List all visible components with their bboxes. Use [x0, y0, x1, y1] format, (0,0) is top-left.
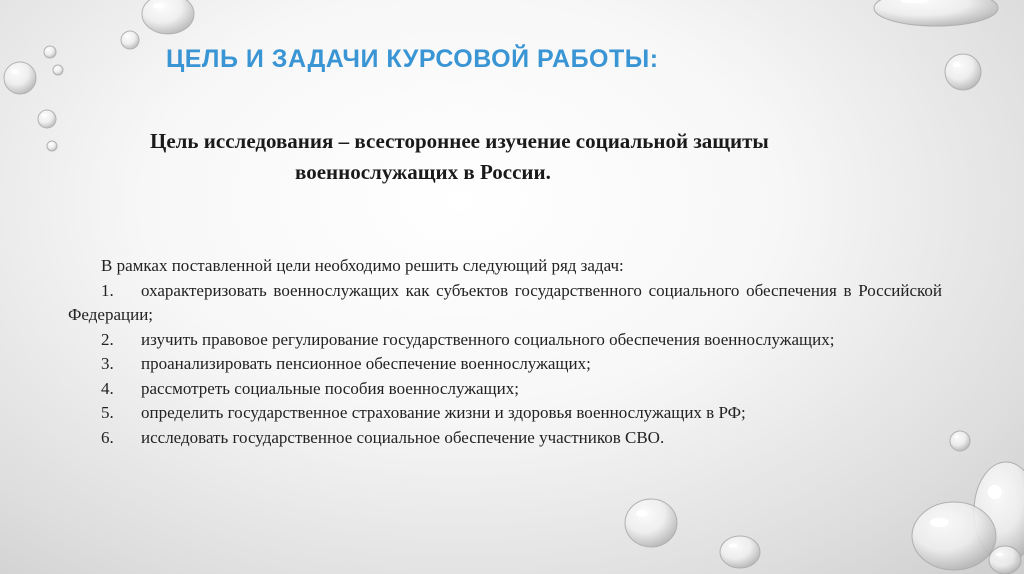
task-text: рассмотреть социальные пособия военнослужащих; [141, 378, 519, 398]
water-drop-icon [625, 499, 677, 547]
task-text: изучить правовое регулирование государственного социального обеспечения военнослужащих; [141, 329, 835, 349]
task-number: 5. [101, 403, 114, 422]
goal-line-2: военнослужащих в России. [295, 160, 551, 184]
water-drop-icon [912, 502, 996, 570]
task-text: исследовать государственное социальное обеспечение участников СВО. [141, 427, 665, 447]
water-drop-highlight [125, 35, 129, 38]
water-drop-icon [47, 141, 57, 151]
water-drop-highlight [55, 67, 58, 69]
water-drop-icon [38, 110, 56, 128]
goal-line-1: Цель исследования – всестороннее изучение социальной защиты [150, 129, 769, 153]
task-text: охарактеризовать военнослужащих как субъектов государственного социального обеспечения в Российской Федерации; [68, 280, 942, 324]
task-item [68, 401, 942, 426]
water-drop-highlight [42, 114, 46, 117]
water-drop-highlight [930, 518, 948, 528]
water-drop-icon [142, 0, 194, 34]
task-item [68, 328, 942, 353]
water-drop-highlight [11, 69, 18, 73]
slide-title: ЦЕЛЬ И ЗАДАЧИ КУРСОВОЙ РАБОТЫ: [166, 45, 659, 73]
water-drop-highlight [996, 552, 1003, 556]
water-drop-highlight [46, 49, 49, 51]
water-drop-icon [44, 46, 56, 58]
task-number: 4. [101, 378, 114, 398]
task-number: 1. [101, 280, 114, 300]
water-drop-highlight [954, 436, 958, 439]
research-goal [150, 126, 920, 188]
water-drop-icon [945, 54, 981, 90]
water-drop-icon [989, 546, 1021, 574]
task-text: определить государственное страхование жизни и здоровья военнослужащих в РФ; [141, 403, 746, 422]
task-item [68, 426, 942, 451]
water-drop-highlight [729, 543, 738, 547]
task-item [68, 377, 942, 402]
task-text: проанализировать пенсионное обеспечение военнослужащих; [141, 354, 591, 373]
task-intro: В рамках поставленной цели необходимо решить следующий ряд задач: [101, 256, 624, 275]
water-drop-highlight [988, 485, 1002, 499]
water-drop-icon [720, 536, 760, 568]
task-item [68, 279, 942, 328]
task-number: 6. [101, 427, 114, 447]
water-drop-icon [874, 0, 998, 26]
water-drop-icon [950, 431, 970, 451]
water-drop-highlight [153, 3, 164, 9]
water-drop-highlight [49, 143, 52, 145]
task-list [68, 254, 942, 450]
water-drop-icon [121, 31, 139, 49]
water-drop-highlight [953, 62, 961, 67]
task-item [68, 352, 942, 377]
water-drop-icon [4, 62, 36, 94]
water-drop-highlight [636, 510, 647, 517]
task-number: 2. [101, 329, 114, 349]
task-number: 3. [101, 354, 114, 373]
water-drop-icon [53, 65, 63, 75]
